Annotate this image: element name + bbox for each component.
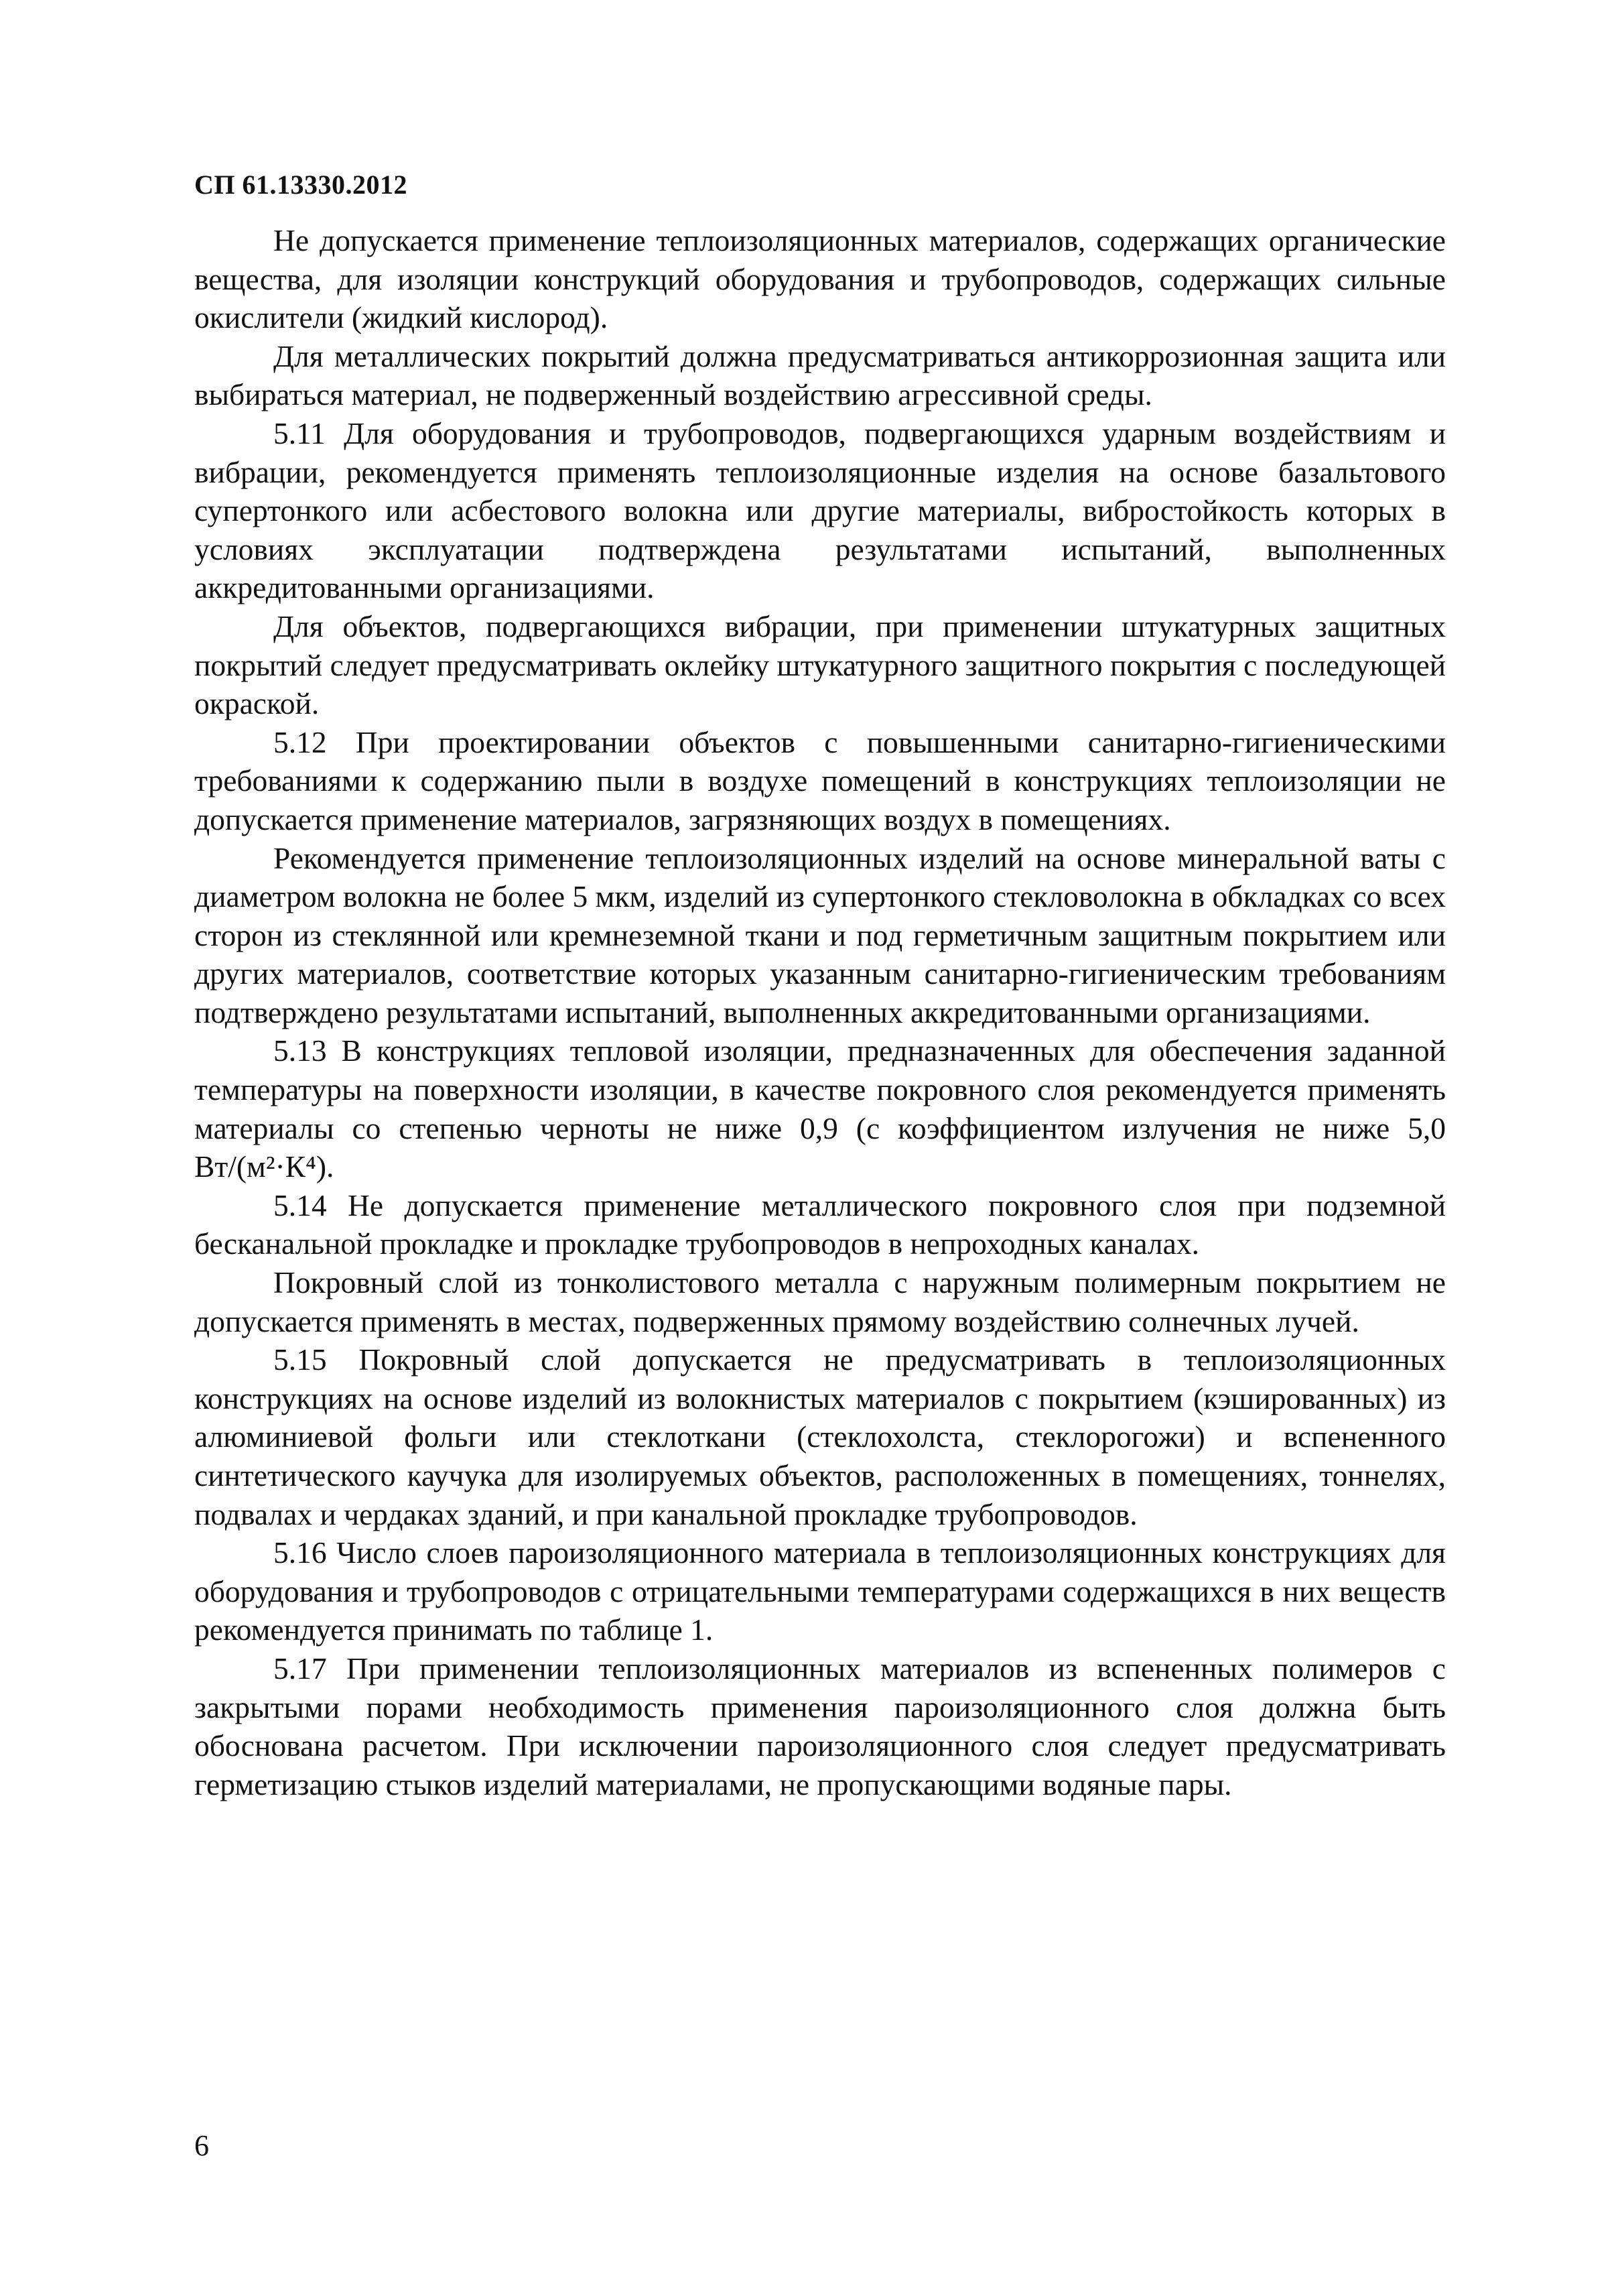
paragraph-5-14: 5.14 Не допускается применение металлического покровного слоя при подземной бесканальной прокладке и прокладке трубопроводов в непроходных каналах. bbox=[194, 1188, 1446, 1261]
paragraph-vibration-objects: Для объектов, подвергающихся вибрации, при применении штукатурных защитных покрытий следует предусматривать оклейку штукатурного защитного покрытия с последующей окраской. bbox=[194, 609, 1446, 721]
paragraph-5-17: 5.17 При применении теплоизоляционных материалов из вспененных полимеров с закрытыми порами необходимость применения пароизоляционного слоя должна быть обоснована расчетом. При исключении пароизоляционного слоя следует предусматривать герметизацию стыков изделий материалами, не пропускающими водяные пары. bbox=[194, 1651, 1446, 1801]
paragraph-organic-substances: Не допускается применение теплоизоляционных материалов, содержащих органические вещества, для изоляции конструкций оборудования и трубопроводов, содержащих сильные окислители (жидкий кислород). bbox=[194, 223, 1446, 335]
paragraph-mineral-wool: Рекомендуется применение теплоизоляционных изделий на основе минеральной ваты с диаметром волокна не более 5 мкм, изделий из супертонкого стекловолокна в обкладках со всех сторон из стеклянной или кремнеземной ткани и под герметичным защитным покрытием или других материалов, соответствие которых указанным санитарно-гигиеническим требованиям подтверждено результатами испытаний, выполненных аккредитованными организациями. bbox=[194, 840, 1446, 1029]
paragraph-5-15: 5.15 Покровный слой допускается не предусматривать в теплоизоляционных конструкциях на основе изделий из волокнистых материалов с покрытием (кэшированных) из алюминиевой фольги или стеклоткани (стеклохолста, стеклорогожи) и вспененного синтетического каучука для изолируемых объектов, расположенных в помещениях, тоннелях, подвалах и чердаках зданий, и при канальной прокладке трубопроводов. bbox=[194, 1342, 1446, 1531]
paragraph-5-16: 5.16 Число слоев пароизоляционного материала в теплоизоляционных конструкциях для оборудования и трубопроводов с отрицательными температурами содержащихся в них веществ рекомендуется принимать по таблице 1. bbox=[194, 1535, 1446, 1647]
paragraph-5-12: 5.12 При проектировании объектов с повышенными санитарно-гигиеническими требованиями к содержанию пыли в воздухе помещений в конструкциях теплоизоляции не допускается применение материалов, загрязняющих воздух в помещениях. bbox=[194, 724, 1446, 836]
page-number: 6 bbox=[194, 2129, 209, 2162]
paragraph-5-13: 5.13 В конструкциях тепловой изоляции, предназначенных для обеспечения заданной температуры на поверхности изоляции, в качестве покровного слоя рекомендуется применять материалы со степенью черноты не ниже 0,9 (с коэффициентом излучения не ниже 5,0 Вт/(м²·К⁴). bbox=[194, 1033, 1446, 1184]
paragraph-sheet-metal-cover: Покровный слой из тонколистового металла с наружным полимерным покрытием не допускается применять в местах, подверженных прямому воздействию солнечных лучей. bbox=[194, 1265, 1446, 1338]
document-code-header: СП 61.13330.2012 bbox=[194, 170, 407, 200]
paragraph-5-11: 5.11 Для оборудования и трубопроводов, подвергающихся ударным воздействиям и вибрации, рекомендуется применять теплоизоляционные изделия на основе базальтового супертонкого или асбестового волокна или другие материалы, вибростойкость которых в условиях эксплуатации подтверждена результатами испытаний, выполненных аккредитованными организациями. bbox=[194, 416, 1446, 605]
document-body bbox=[194, 221, 1446, 1803]
paragraph-metal-coatings: Для металлических покрытий должна предусматриваться антикоррозионная защита или выбираться материал, не подверженный воздействию агрессивной среды. bbox=[194, 338, 1446, 412]
